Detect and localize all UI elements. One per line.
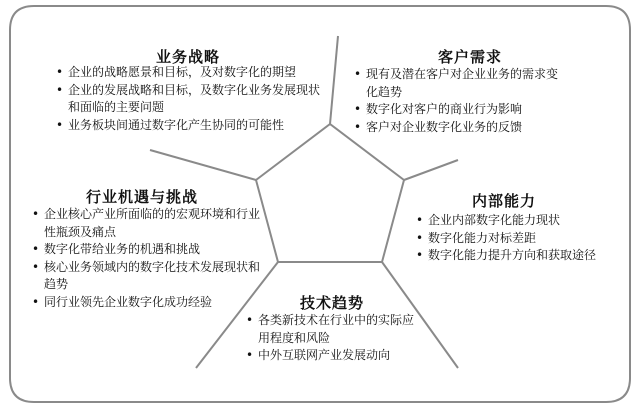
list-item: • 数字化能力提升方向和获取途径	[414, 247, 626, 265]
strategy-title: 业务战略	[156, 48, 221, 66]
list-item: • 数字化带给业务的机遇和挑战	[30, 241, 268, 259]
list-item: • 数字化能力对标差距	[414, 230, 626, 248]
list-item: • 核心业务领域内的数字化技术发展现状和趋势	[30, 259, 268, 294]
capability-list	[414, 212, 626, 265]
list-item: • 客户对企业数字化业务的反馈	[352, 119, 568, 137]
customer-title: 客户需求	[438, 48, 503, 66]
list-item: • 各类新技术在行业中的实际应用程度和风险	[244, 312, 424, 347]
list-item: • 同行业领先企业数字化成功经验	[30, 294, 268, 312]
capability-title: 内部能力	[472, 192, 537, 210]
industry-list	[30, 206, 268, 311]
industry-title: 行业机遇与挑战	[86, 188, 199, 206]
list-item: • 企业内部数字化能力现状	[414, 212, 626, 230]
list-item: • 业务板块间通过数字化产生协同的可能性	[54, 117, 326, 135]
customer-list	[352, 66, 568, 136]
list-item: • 现有及潜在客户对企业业务的需求变化趋势	[352, 66, 568, 101]
tech-title: 技术趋势	[300, 294, 365, 312]
tech-list	[244, 312, 424, 365]
list-item: • 企业核心产业所面临的的宏观环境和行业性瓶颈及痛点	[30, 206, 268, 241]
list-item: • 企业的战略愿景和目标，及对数字化的期望	[54, 64, 326, 82]
list-item: • 数字化对客户的商业行为影响	[352, 101, 568, 119]
list-item: • 企业的发展战略和目标，及数字化业务发展现状和面临的主要问题	[54, 82, 326, 117]
strategy-list	[54, 64, 326, 134]
list-item: • 中外互联网产业发展动向	[244, 347, 424, 365]
